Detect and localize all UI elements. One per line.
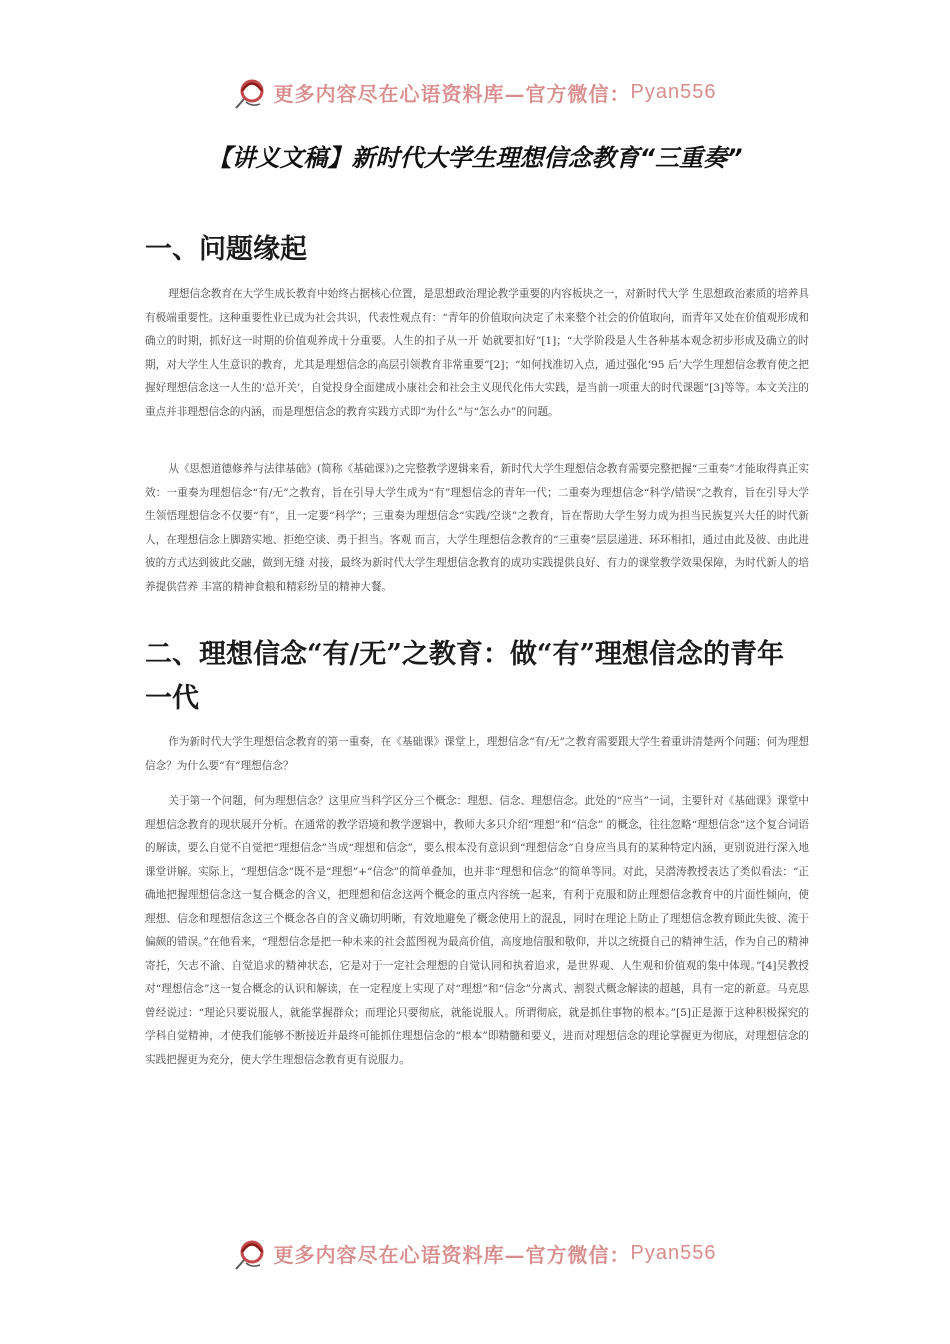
- section-heading-2: 二、理想信念“有/无”之教育：做“有”理想信念的青年一代: [145, 639, 784, 714]
- flower-logo-icon: [234, 1235, 270, 1271]
- section-2-paragraph-1: 作为新时代大学生理想信念教育的第一重奏，在《基础课》课堂上，理想信念“有/无”之教育需要跟大学生着重讲清楚两个问题：何为理想信念？为什么要“有”理想信念？: [145, 736, 809, 772]
- section-2-paragraph-2: 关于第一个问题，何为理想信念？这里应当科学区分三个概念：理想、信念、理想信念。此处的“应当”一词，主要针对《基础课》课堂中理想信念教育的现状展开分析。在通常的教学语境和教学逻辑中，教师大多只介绍“理想”和“信念” 的概念，往往忽略“理想信念”这个复合词语的解读，要么自觉不自觉把“理想信念”当成“理想和信念”，要么根本没有意识到“理想信念”自身应当具有的某种特定内涵，更别说进行深入地课堂讲解。实际上，“理想信念”既不是“理想”+“信念”的简单叠加，也并非“理想和信念”的简单等同。对此，吴潜涛教授表达了类似看法：“正确地把握理想信念这一复合概念的含义，把理想和信念这两个概念的重点内容统一起来，有利于克服和防止理想信念教育中的片面性倾向，使理想、信念和理想信念这三个概念各自的含义确切明晰，有效地避免了概念使用上的混乱，同时在理论上防止了理想信念教育顾此失彼、流于偏颇的错误。”在他看来，“理想信念是把一种未来的社会蓝图视为最高价值，高度地信服和敬仰，并以之统摄自己的精神生活，作为自己的精神寄托，矢志不渝、自觉追求的精神状态，它是对于一定社会理想的自觉认同和执着追求，是世界观、人生观和价值观的集中体现。”[4]吴教授对“理想信念”这一复合概念的认识和解读，在一定程度上实现了对“理想”和“信念”分离式、割裂式概念解读的超越，具有一定的新意。马克思曾经说过：“理论只要说服人，就能掌握群众；而理论只要彻底，就能说服人。所谓彻底，就是抓住事物的根本。”[5]正是源于这种积极探究的学科自觉精神，才使我们能够不断接近并最终可能抓住理想信念的“根本”即精髓和要义，进而对理想信念的理论掌握更为彻底，对理想信念的实践把握更为充分，使大学生理想信念教育更有说服力。: [145, 795, 809, 1066]
- section-heading-1: 一、问题缘起: [145, 234, 307, 265]
- footer-banner-wechat-id: Pyan556: [630, 1241, 717, 1264]
- flower-logo-icon: [234, 74, 270, 110]
- header-banner: [0, 72, 950, 112]
- footer-banner-text: 更多内容尽在心语资料库—官方微信：: [273, 1242, 631, 1267]
- section-1-paragraph-1: 理想信念教育在大学生成长教育中始终占据核心位置，是思想政治理论教学重要的内容板块之一，对新时代大学 生思想政治素质的培养具有极端重要性。这种重要性业已成为社会共识，代表性观点有：“青年的价值取向决定了未来整个社会的价值取向，而青年又处在价值观形成和确立的时期，抓好这一时期的价值观养成十分重要。人生的扣子从一开 始就要扣好”[1]；“大学阶段是人生各种基本观念初步形成及确立的时期，对大学生人生意识的教育，尤其是理想信念的高层引领教育非常重要”[2]；“如何找准切入点，通过强化‘95 后’大学生理想信念教育使之把握好理想信念这一人生的‘总开关’，自觉投身全面建成小康社会和社会主义现代化伟大实践，是当前一项重大的时代课题”[3]等等。本文关注的重点并非理想信念的内涵，而是理想信念的教育实践方式即“为什么”与“怎么办”的问题。: [145, 288, 809, 418]
- footer-banner: [0, 1233, 950, 1273]
- header-banner-text: 更多内容尽在心语资料库—官方微信：: [273, 81, 631, 106]
- document-title: 【讲义文稿】新时代大学生理想信念教育“三重奏”: [207, 144, 743, 172]
- header-banner-wechat-id: Pyan556: [630, 80, 717, 103]
- section-1-paragraph-2: 从《思想道德修养与法律基础》(简称《基础课》)之完整教学逻辑来看，新时代大学生理想信念教育需要完整把握“三重奏”才能取得真正实效：一重奏为理想信念“有/无”之教育，旨在引导大学生成为“有”理想信念的青年一代；二重奏为理想信念“科学/错误”之教育，旨在引导大学生领悟理想信念不仅要“有”，且一定要“科学”；三重奏为理想信念“实践/空谈”之教育，旨在帮助大学生努力成为担当民族复兴大任的时代新人，在理想信念上脚踏实地、拒绝空谈、勇于担当。客观 而言，大学生理想信念教育的“三重奏”层层递进、环环相扣，通过由此及彼、由此进彼的方式达到彼此交融，做到无缝 对接，最终为新时代大学生理想信念教育的成功实践提供良好、有力的课堂教学效果保障，为时代新人的培养提供营养 丰富的精神食粮和精彩纷呈的精神大餐。: [145, 463, 809, 593]
